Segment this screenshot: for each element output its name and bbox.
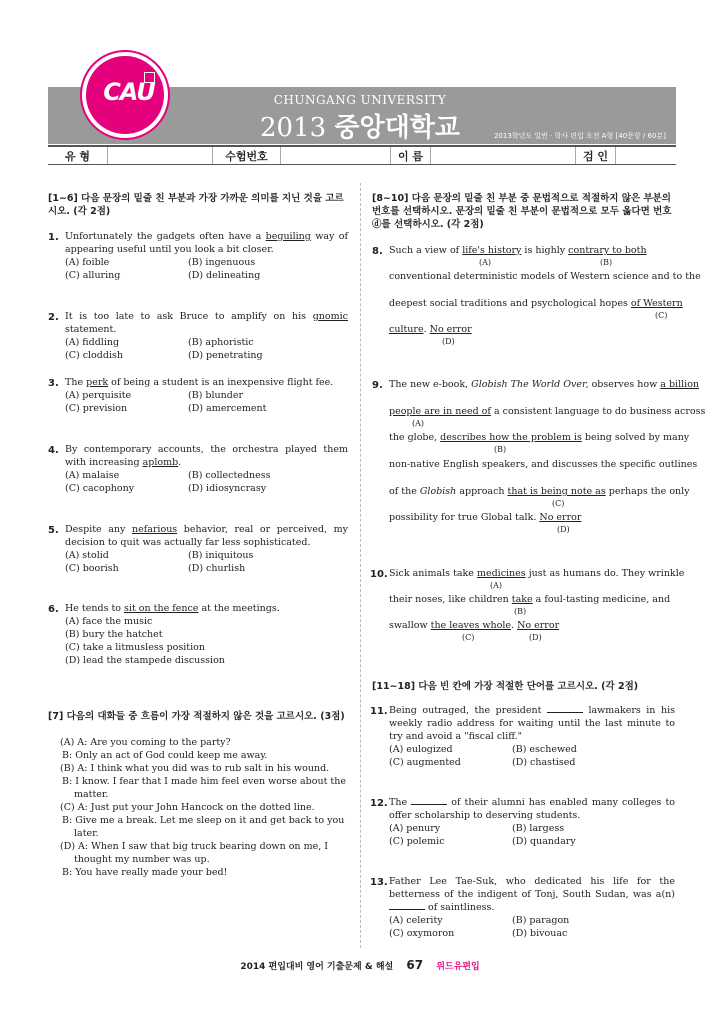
option-a[interactable]: (A) foible — [65, 257, 110, 268]
right-column — [370, 192, 706, 940]
question-5 — [48, 523, 348, 602]
dialogue-c-line-1[interactable]: (C) A: Just put your John Hancock on the dotted line. — [60, 802, 315, 813]
name-label: 이 름 — [391, 147, 431, 164]
question-9 — [372, 378, 706, 567]
underline-b[interactable]: take — [511, 594, 533, 605]
type-label: 유 형 — [48, 147, 108, 164]
underline-a-cont[interactable]: people are in need of — [389, 406, 491, 417]
q9-line-6: possibility for true Global talk. No error — [389, 512, 582, 523]
q8-line-2: conventional deterministic models of Western science and to the — [389, 271, 701, 282]
label-b: (B) — [494, 445, 507, 454]
logo-square-icon — [144, 72, 155, 83]
page-footer — [0, 958, 720, 972]
option-b[interactable]: (B) ingenuous — [188, 257, 256, 268]
q9-line-4: non-native English speakers, and discusses the specific outlines — [389, 459, 698, 470]
option-c[interactable]: (C) augmented — [389, 757, 461, 768]
dialogue-c-line-2: B: Give me a break. Let me sleep on it and get back to you later. — [62, 815, 345, 839]
underline-a[interactable]: a billion — [660, 379, 700, 390]
question-number: 12. — [370, 798, 388, 809]
option-d[interactable]: (D) quandary — [512, 836, 576, 847]
question-stem: The perk of being a student is an inexpensive flight fee. — [65, 377, 334, 388]
underlined-word: beguiling — [265, 231, 311, 242]
option-a[interactable]: (A) penury — [389, 823, 441, 834]
label-c: (C) — [655, 311, 668, 320]
underline-a[interactable]: life's history — [462, 245, 522, 256]
option-c[interactable]: (C) polemic — [389, 836, 445, 847]
option-d[interactable]: (D) delineating — [188, 270, 261, 281]
q10-line-1: Sick animals take medicines just as humans do. They wrinkle — [389, 568, 685, 579]
option-c[interactable]: (C) cacophony — [65, 483, 135, 494]
dialogue-a-line-1[interactable]: (A) A: Are you coming to the party? — [60, 737, 231, 748]
question-number: 5. — [48, 525, 59, 536]
option-b[interactable]: (B) eschewed — [512, 744, 577, 755]
book-title: 2014 편입대비 영어 기출문제 & 해설 — [240, 962, 394, 972]
info-table — [48, 145, 676, 165]
school-name: 중앙대학교 — [334, 113, 461, 143]
option-b[interactable]: (B) largess — [512, 823, 565, 834]
underline-d[interactable]: No error — [429, 324, 472, 335]
option-c[interactable]: (C) oxymoron — [389, 928, 455, 939]
question-3 — [48, 376, 348, 443]
question-1 — [48, 230, 348, 310]
question-stem: It is too late to ask Bruce to amplify on his gnomic statement. — [65, 311, 348, 335]
question-stem: Father Lee Tae-Suk, who dedicated his life for the betterness of the indigent of Tonj, South Sudan, was a(n) of saintliness. — [389, 876, 675, 913]
option-c[interactable]: (C) alluring — [65, 270, 121, 281]
label-b: (B) — [600, 258, 613, 267]
option-b[interactable]: (B) bury the hatchet — [65, 629, 163, 640]
option-b[interactable]: (B) blunder — [188, 390, 244, 401]
option-d[interactable]: (D) idiosyncrasy — [188, 483, 267, 494]
options — [389, 743, 675, 769]
question-number: 10. — [370, 569, 388, 580]
question-stem: The of their alumni has enabled many colleges to offer scholarship to deserving students. — [389, 797, 675, 821]
question-number: 3. — [48, 378, 59, 389]
question-4 — [48, 443, 348, 523]
option-d[interactable]: (D) bivouac — [512, 928, 568, 939]
university-name: CHUNGANG UNIVERSITY — [273, 93, 447, 107]
question-number: 13. — [370, 877, 388, 888]
q9-line-1: The new e-book, Globish The World Over, observes how a billion — [389, 379, 700, 390]
name-cell — [431, 147, 576, 164]
page-number: 67 — [406, 958, 424, 972]
question-stem: Being outraged, the president lawmakers in his weekly radio address for waiting until the last minute to try and avoid a "fiscal cliff." — [389, 705, 675, 742]
question-7-dialogues — [48, 736, 348, 879]
question-10 — [370, 567, 685, 680]
exam-info: 2013학년도 일반 · 학사 편입 오전 A형 [40문항 / 60분] — [494, 132, 666, 140]
underline-d[interactable]: No error — [517, 620, 560, 631]
exam-number-cell — [281, 147, 391, 164]
option-a[interactable]: (A) celerity — [389, 915, 443, 926]
question-2 — [48, 310, 348, 376]
underline-c[interactable]: the leaves whole — [430, 620, 512, 631]
q8-line-4: culture. No error — [389, 324, 472, 335]
question-stem: By contemporary accounts, the orchestra played them with increasing aplomb. — [65, 444, 348, 468]
underline-c[interactable]: that is being note as — [507, 486, 606, 497]
underlined-phrase: sit on the fence — [124, 603, 199, 614]
question-12 — [372, 796, 675, 875]
label-b: (B) — [514, 607, 527, 616]
check-cell — [616, 147, 676, 164]
underlined-word: perk — [86, 377, 109, 388]
question-stem: Unfortunately the gadgets often have a beguiling way of appearing useful until you look a bit closer. — [65, 231, 348, 255]
check-label: 검 인 — [576, 147, 616, 164]
label-d: (D) — [529, 633, 542, 642]
q8-line-3: deepest social traditions and psychological hopes of Western — [389, 298, 683, 309]
question-number: 11. — [370, 706, 388, 717]
answer-blank — [547, 712, 583, 713]
option-d[interactable]: (D) chastised — [512, 757, 576, 768]
option-d[interactable]: (D) penetrating — [188, 350, 263, 361]
type-cell — [108, 147, 213, 164]
options — [389, 822, 675, 848]
dialogue-b-line-1[interactable]: (B) A: I think what you did was to rub salt in his wound. — [60, 763, 330, 774]
option-c[interactable]: (C) take a litmusless position — [65, 642, 205, 653]
underline-c-cont[interactable]: culture — [389, 324, 424, 335]
options — [65, 336, 348, 362]
underlined-word: gnomic — [312, 311, 348, 322]
option-c[interactable]: (C) cloddish — [65, 350, 123, 361]
option-d[interactable]: (D) amercement — [188, 403, 267, 414]
q9-line-2: people are in need of a consistent language to do business across — [389, 406, 706, 417]
question-number: 9. — [372, 380, 383, 391]
question-number: 8. — [372, 246, 383, 257]
logo-text: CAU — [103, 78, 155, 106]
option-b[interactable]: (B) aphoristic — [188, 337, 254, 348]
section-instruction-7: [7] 다음의 대화들 중 흐름이 가장 적절하지 않은 것을 고르시오. (3점) — [48, 711, 345, 722]
underline-c[interactable]: of Western — [630, 298, 683, 309]
question-number: 4. — [48, 445, 59, 456]
underline-a[interactable]: medicines — [476, 568, 526, 579]
option-a[interactable]: (A) perquisite — [65, 390, 132, 401]
options — [65, 389, 348, 415]
question-number: 2. — [48, 312, 59, 323]
question-number: 6. — [48, 604, 59, 615]
question-11 — [372, 704, 675, 796]
question-stem: Despite any nefarious behavior, real or perceived, my decision to quit was actually far less sophisticated. — [65, 524, 348, 548]
underlined-word: nefarious — [131, 524, 178, 535]
label-a: (A) — [490, 581, 503, 590]
label-c: (C) — [552, 499, 565, 508]
label-a: (A) — [412, 419, 425, 428]
q9-line-5: of the Globish approach that is being note as perhaps the only — [389, 486, 690, 497]
exam-number-label: 수험번호 — [213, 147, 281, 164]
option-b[interactable]: (B) collectedness — [188, 470, 271, 481]
label-d: (D) — [442, 337, 455, 346]
options — [65, 256, 348, 282]
option-a[interactable]: (A) fiddling — [65, 337, 120, 348]
exam-year: 2013 — [259, 113, 327, 143]
section-instruction-11-18: [11~18] 다음 빈 칸에 가장 적절한 단어를 고르시오. (각 2점) — [372, 681, 639, 692]
section-instruction-8-10: [8~10] 다음 문장의 밑줄 친 부분 중 문법적으로 적절하지 않은 부분의 번호를 선택하시오. 문장의 밑줄 친 부분이 문법적으로 모두 옳다면 번호 ⓓ를 선택하시오. (각 2점) — [372, 193, 672, 230]
question-6 — [48, 602, 348, 710]
question-number: 1. — [48, 232, 59, 243]
column-divider — [360, 183, 361, 948]
underline-b[interactable]: describes how the problem is — [440, 432, 582, 443]
dialogue-d-line-1[interactable]: (D) A: When I saw that big truck bearing down on me, I thought my number was up. — [60, 841, 328, 865]
options — [65, 549, 348, 575]
question-stem: He tends to sit on the fence at the meetings. — [65, 603, 280, 614]
option-d[interactable]: (D) churlish — [188, 563, 246, 574]
label-a: (A) — [479, 258, 492, 267]
options — [389, 914, 675, 940]
q9-line-3: the globe, describes how the problem is being solved by many — [389, 432, 690, 443]
answer-blank — [411, 804, 447, 805]
label-d: (D) — [557, 525, 570, 534]
option-a[interactable]: (A) malaise — [65, 470, 120, 481]
label-c: (C) — [462, 633, 475, 642]
publisher-brand: 위드유편입 — [436, 962, 480, 972]
question-8 — [372, 244, 701, 378]
option-b[interactable]: (B) iniquitous — [188, 550, 254, 561]
options — [65, 615, 348, 667]
dialogue-a-line-2: B: Only an act of God could keep me away. — [62, 750, 268, 761]
underlined-word: aplomb — [142, 457, 179, 468]
option-d[interactable]: (D) lead the stampede discussion — [65, 655, 225, 666]
section-instruction-1-6: [1~6] 다음 문장의 밑줄 친 부분과 가장 가까운 의미를 지닌 것을 고르시오. (각 2점) — [48, 193, 344, 217]
q8-line-1: Such a view of life's history is highly contrary to both — [389, 245, 647, 256]
option-a[interactable]: (A) eulogized — [389, 744, 453, 755]
option-a[interactable]: (A) stolid — [65, 550, 109, 561]
option-c[interactable]: (C) prevision — [65, 403, 128, 414]
question-13 — [372, 875, 675, 940]
q10-line-2: their noses, like children take a foul-tasting medicine, and — [389, 594, 671, 605]
answer-blank — [389, 909, 425, 910]
dialogue-b-line-2: B: I know. I fear that I made him feel even worse about the matter. — [62, 776, 346, 800]
options — [65, 469, 348, 495]
left-column — [48, 192, 348, 879]
underline-b[interactable]: contrary to both — [568, 245, 647, 256]
option-c[interactable]: (C) boorish — [65, 563, 119, 574]
option-b[interactable]: (B) paragon — [512, 915, 570, 926]
dialogue-d-line-2: B: You have really made your bed! — [62, 867, 228, 878]
underline-d[interactable]: No error — [539, 512, 582, 523]
q10-line-3: swallow the leaves whole. No error — [389, 620, 560, 631]
option-a[interactable]: (A) face the music — [65, 616, 153, 627]
